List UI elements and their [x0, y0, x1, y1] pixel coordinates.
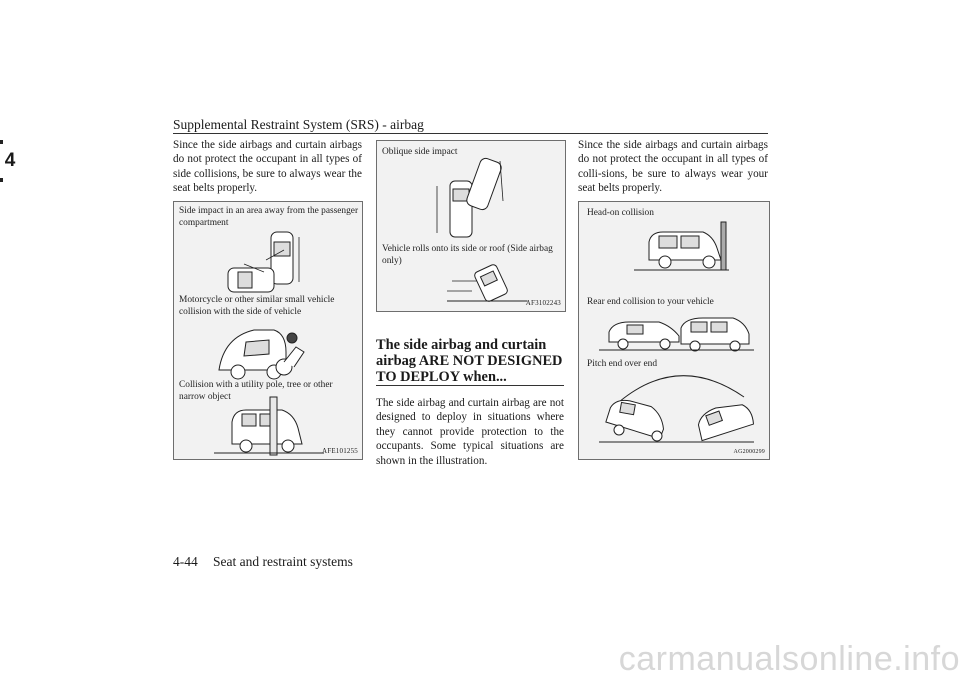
pitch-end-over-end-illustration [579, 202, 769, 459]
figure-code: AF3102243 [525, 299, 561, 307]
figure-label-rollover: Vehicle rolls onto its side or roof (Side airbag only) [382, 244, 553, 266]
page-header-title: Supplemental Restraint System (SRS) - airbag [173, 117, 424, 132]
figure-label-side-impact-away: Side impact in an area away from the passenger compartment [179, 206, 359, 228]
section-title: The side airbag and curtain airbag ARE NOT DESIGNED TO DEPLOY when... [376, 337, 563, 385]
watermark: carmanualsonline.info [618, 640, 960, 678]
column1-paragraph: Since the side airbags and curtain airbags do not protect the occupant in all types of side collisions, be sure to always wear the seat belts properly. [173, 139, 362, 195]
figure-head-on [578, 201, 770, 460]
figure-label-pitch: Pitch end over end [587, 359, 658, 369]
column3-paragraph: Since the side airbags and curtain airbags do not protect the occupant in all types of colli-sions, be sure to always wear your seat belts properly. [578, 139, 768, 195]
header-rule [173, 133, 768, 134]
rollover-illustration [377, 141, 565, 311]
figure-oblique-impact [376, 140, 566, 312]
figure-label-motorcycle: Motorcycle or other similar small vehicle collision with the side of vehicle [179, 295, 335, 317]
chapter-tab: 4 [0, 144, 20, 178]
section-rule [376, 385, 564, 386]
figure-label-rear-end: Rear end collision to your vehicle [587, 297, 714, 307]
figure-code: AG2000299 [733, 449, 765, 455]
figure-label-oblique: Oblique side impact [382, 147, 458, 157]
figure-label-utility-pole: Collision with a utility pole, tree or other narrow object [179, 380, 333, 402]
utility-pole-illustration [174, 202, 362, 459]
footer-chapter-title: Seat and restraint systems [213, 554, 353, 569]
page-number: 4-44 [173, 554, 198, 569]
figure-side-impact [173, 201, 363, 460]
figure-code: AFE101255 [321, 447, 358, 455]
column2-paragraph: The side airbag and curtain airbag are not designed to deploy in situations where they cannot provide protection to the occupants. Some typical situations are shown in the illustration. [376, 397, 564, 467]
figure-label-head-on: Head-on collision [587, 208, 654, 218]
